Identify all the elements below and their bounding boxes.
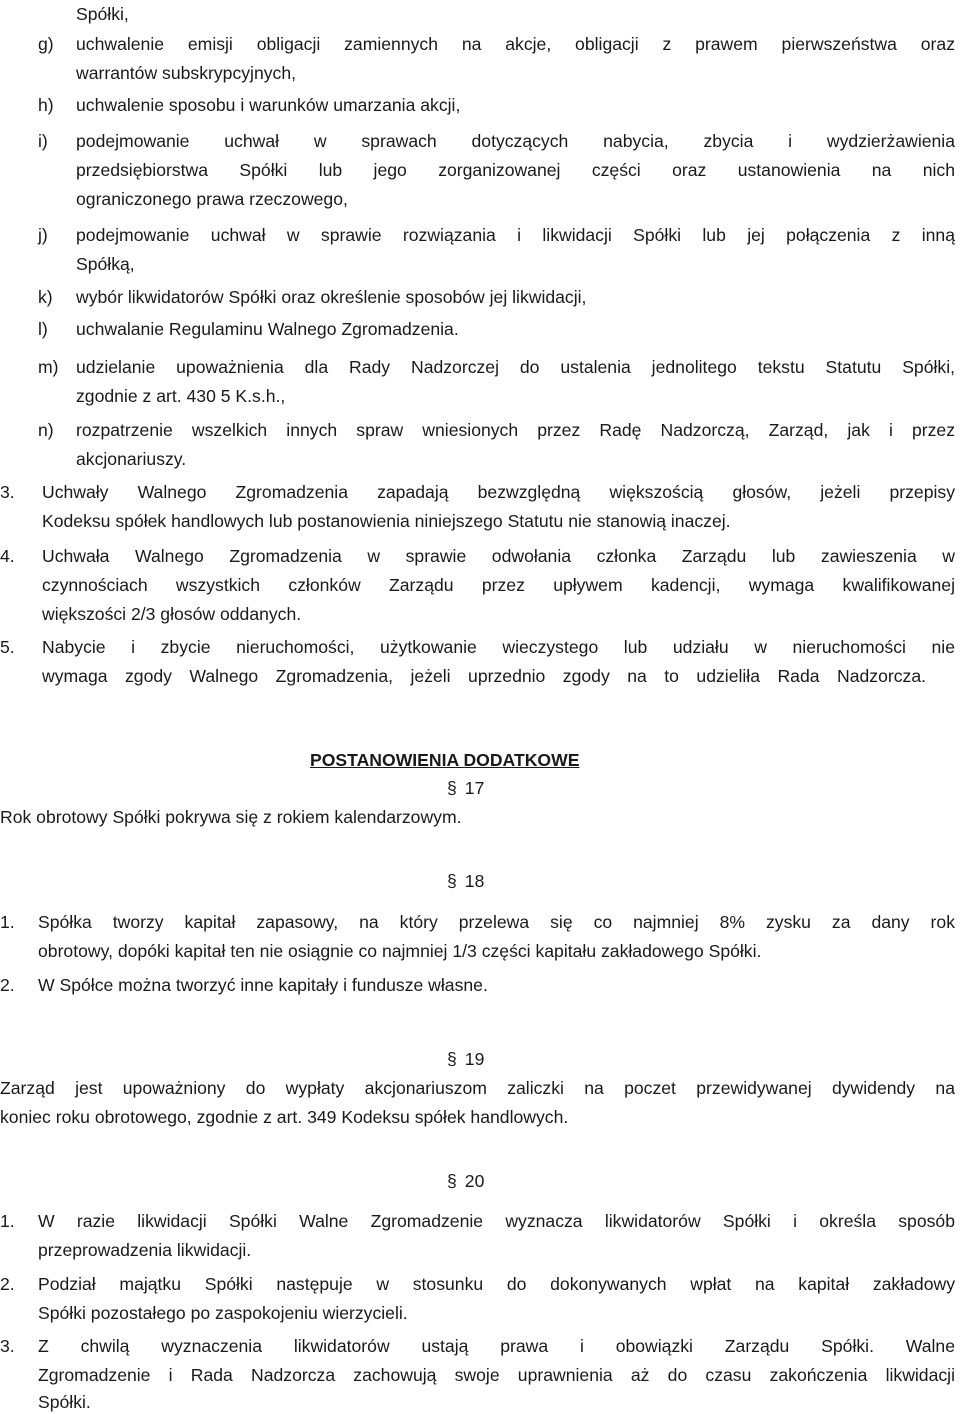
numbered-item-label: 2. [0,1274,15,1294]
numbered-item-label: 1. [0,912,15,932]
paragraph-text: Zarząd jest upoważniony do wypłaty akcjonariuszom zaliczki na poczet przewidywanej dywidendy na [0,1078,955,1098]
paragraph-text: koniec roku obrotowego, zgodnie z art. 349 Kodeksu spółek handlowych. [0,1107,569,1127]
paragraph-number: 20 [464,1171,485,1191]
numbered-item-text: Spółka tworzy kapitał zapasowy, na który przelewa się co najmniej 8% zysku za dany rok [38,912,955,932]
paragraph-number: 17 [464,778,485,798]
list-item-continuation: Spółki, [76,4,129,24]
section-sign-icon: § [447,871,457,891]
list-item-text: uchwalenie emisji obligacji zamiennych na akcje, obligacji z prawem pierwszeństwa oraz [76,34,955,54]
paragraph-mark [447,1048,484,1070]
list-item-text: Spółką, [76,254,135,274]
list-item-label: i) [38,131,48,151]
paragraph-number: 19 [464,1049,485,1069]
list-item-label: l) [38,319,48,339]
numbered-item-text: Spółki. [38,1392,91,1412]
paragraph-number: 18 [464,871,485,891]
numbered-item-text: Podział majątku Spółki następuje w stosunku do dokonywanych wpłat na kapitał zakładowy [38,1274,955,1294]
list-item-text: wybór likwidatorów Spółki oraz określenie sposobów jej likwidacji, [76,287,587,307]
list-item-text: warrantów subskrypcyjnych, [76,63,296,83]
numbered-item-text: Spółki pozostałego po zaspokojeniu wierzycieli. [38,1303,408,1323]
paragraph-mark [447,1170,484,1192]
paragraph-mark [447,870,484,892]
numbered-item-label: 4. [0,546,15,566]
numbered-item-label: 1. [0,1211,15,1231]
numbered-item-text: obrotowy, dopóki kapitał ten nie osiągnie co najmniej 1/3 części kapitału zakładowego Spółki. [38,941,762,961]
list-item-label: g) [38,34,54,54]
numbered-item-text: Zgromadzenie i Rada Nadzorcza zachowują swoje uprawnienia aż do czasu zakończenia likwidacji [38,1365,955,1385]
list-item-text: zgodnie z art. 430 5 K.s.h., [76,386,286,406]
section-sign-icon: § [447,1171,457,1191]
numbered-item-text: Z chwilą wyznaczenia likwidatorów ustają prawa i obowiązki Zarządu Spółki. Walne [38,1336,955,1356]
list-item-label: h) [38,95,54,115]
list-item-text: udzielanie upoważnienia dla Rady Nadzorczej do ustalenia jednolitego tekstu Statutu Spółki, [76,357,955,377]
list-item-label: m) [38,357,59,377]
numbered-item-label: 3. [0,1336,15,1356]
numbered-item-text: W razie likwidacji Spółki Walne Zgromadzenie wyznacza likwidatorów Spółki i określa sposób [38,1211,955,1231]
list-item-label: j) [38,225,48,245]
list-item-text: rozpatrzenie wszelkich innych spraw wniesionych przez Radę Nadzorczą, Zarząd, jak i przez [76,420,955,440]
numbered-item-label: 2. [0,975,15,995]
list-item-text: akcjonariuszy. [76,449,187,469]
section-heading: POSTANOWIENIA DODATKOWE [310,750,580,770]
paragraph-text: Rok obrotowy Spółki pokrywa się z rokiem kalendarzowym. [0,807,462,827]
numbered-item-text: czynnościach wszystkich członków Zarządu przez upływem kadencji, wymaga kwalifikowanej [42,575,955,595]
list-item-label: k) [38,287,53,307]
section-sign-icon: § [447,1049,457,1069]
numbered-item-text: W Spółce można tworzyć inne kapitały i fundusze własne. [38,975,488,995]
numbered-item-text: Nabycie i zbycie nieruchomości, użytkowanie wieczystego lub udziału w nieruchomości nie [42,637,955,657]
list-item-text: uchwalenie sposobu i warunków umarzania akcji, [76,95,461,115]
numbered-item-text: wymaga zgody Walnego Zgromadzenia, jeżeli uprzednio zgody na to udzieliła Rada Nadzorcza. [42,666,926,686]
numbered-item-label: 5. [0,637,15,657]
section-sign-icon: § [447,778,457,798]
numbered-item-label: 3. [0,482,15,502]
list-item-text: podejmowanie uchwał w sprawie rozwiązania i likwidacji Spółki lub jej połączenia z inną [76,225,955,245]
paragraph-mark [447,777,484,799]
list-item-text: ograniczonego prawa rzeczowego, [76,189,348,209]
list-item-text: przedsiębiorstwa Spółki lub jego zorganizowanej części oraz ustanowienia na nich [76,160,955,180]
numbered-item-text: Kodeksu spółek handlowych lub postanowienia niniejszego Statutu nie stanowią inaczej. [42,511,731,531]
list-item-text: uchwalanie Regulaminu Walnego Zgromadzenia. [76,319,459,339]
numbered-item-text: większości 2/3 głosów oddanych. [42,604,302,624]
list-item-label: n) [38,420,54,440]
list-item-text: podejmowanie uchwał w sprawach dotyczących nabycia, zbycia i wydzierżawienia [76,131,955,151]
numbered-item-text: Uchwały Walnego Zgromadzenia zapadają bezwzględną większością głosów, jeżeli przepisy [42,482,955,502]
numbered-item-text: Uchwała Walnego Zgromadzenia w sprawie odwołania członka Zarządu lub zawieszenia w [42,546,955,566]
numbered-item-text: przeprowadzenia likwidacji. [38,1240,252,1260]
